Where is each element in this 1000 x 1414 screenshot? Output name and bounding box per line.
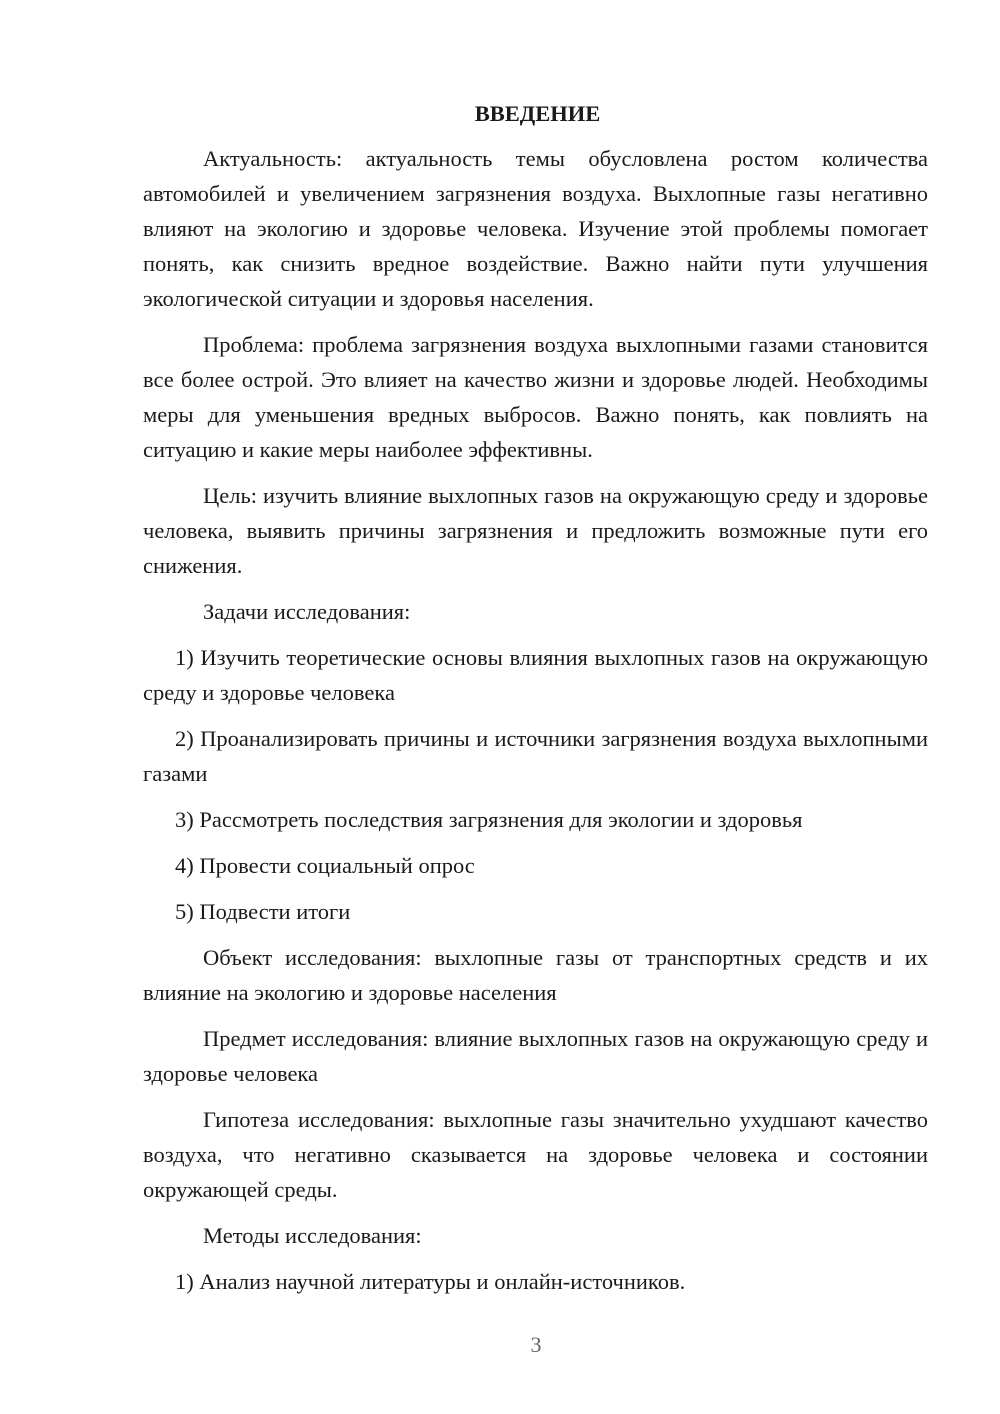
methods-title: Методы исследования: [203,1223,422,1248]
section-heading: ВВЕДЕНИЕ [474,101,601,126]
method-item: 1) Анализ научной литературы и онлайн-источников. [175,1269,686,1294]
subject-paragraph: Предмет исследования: влияние выхлопных газов на окружающую среду и здоровье человека [143,1026,928,1086]
task-item: 4) Провести социальный опрос [175,853,475,878]
hypothesis-paragraph: Гипотеза исследования: выхлопные газы значительно ухудшают качество воздуха, что негативно сказывается на здоровье человека и состоянии окружающей среды. [143,1107,928,1202]
task-item: 2) Проанализировать причины и источники загрязнения воздуха выхлопными газами [143,726,928,786]
goal-paragraph: Цель: изучить влияние выхлопных газов на окружающую среду и здоровье человека, выявить причины загрязнения и предложить возможные пути его снижения. [143,483,928,578]
task-item: 5) Подвести итоги [175,899,351,924]
tasks-title: Задачи исследования: [203,599,411,624]
page-content [143,96,928,1310]
object-paragraph: Объект исследования: выхлопные газы от транспортных средств и их влияние на экологию и здоровье населения [143,945,928,1005]
task-item: 3) Рассмотреть последствия загрязнения для экологии и здоровья [175,807,803,832]
page-number: 3 [530,1332,542,1357]
problem-paragraph: Проблема: проблема загрязнения воздуха выхлопными газами становится все более острой. Это влияет на качество жизни и здоровье людей. Необходимы меры для уменьшения вредных выбросов. Важно понять, как повлиять на ситуацию и какие меры наиболее эффективны. [143,332,928,462]
relevance-paragraph: Актуальность: актуальность темы обусловлена ростом количества автомобилей и увеличением загрязнения воздуха. Выхлопные газы негативно влияют на экологию и здоровье человека. Изучение этой проблемы помогает понять, как снизить вредное воздействие. Важно найти пути улучшения экологической ситуации и здоровья населения. [143,146,928,311]
task-item: 1) Изучить теоретические основы влияния выхлопных газов на окружающую среду и здоровье человека [143,645,928,705]
